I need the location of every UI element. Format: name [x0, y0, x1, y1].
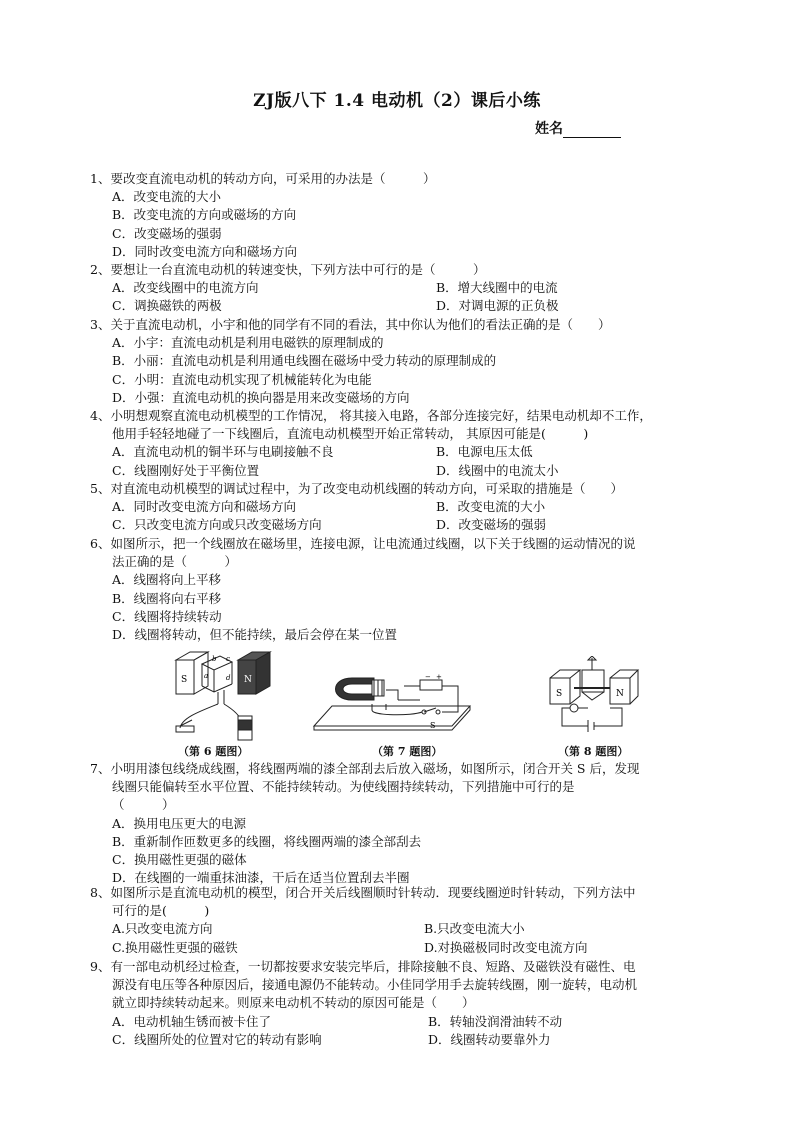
question-stem: 2、要想让一台直流电动机的转速变快，下列方法中可行的是（ ） — [90, 262, 486, 277]
figure-6-label-b: b — [212, 655, 217, 663]
question-stem-line-1: 7、小明用漆包线绕成线圈，将线圈两端的漆全部刮去后放入磁场，如图所示，闭合开关 S 后，发现 — [90, 761, 640, 776]
question-stem-line-3: 就立即持续转动起来。则原来电动机不转动的原因可能是（ ） — [112, 995, 475, 1011]
option-a: A．电动机轴生锈而被卡住了 — [112, 1013, 272, 1029]
figures-row — [0, 650, 794, 760]
question-stem-line-2: 他用手轻轻地碰了一下线圈后，直流电动机模型开始正常转动， 其原因可能是( ) — [112, 426, 589, 442]
question-stem-line-2: 源没有电压等各种原因后，接通电源仍不能转动。小佳同学用手去旋转线圈，刚一旋转，电动机 — [112, 977, 638, 993]
option-b: B．改变电流的大小 — [436, 499, 546, 515]
question-stem: 3、关于直流电动机，小宇和他的同学有不同的看法，其中你认为他们的看法正确的是（ ） — [90, 317, 611, 332]
figure-8-caption: （第 8 题图） — [558, 745, 629, 758]
figure-6-label-n: N — [244, 675, 252, 685]
figure-7-battery-minus: − — [425, 673, 431, 681]
figure-7-label-s: S — [430, 721, 436, 730]
option-a: A．直流电动机的铜半环与电刷接触不良 — [112, 444, 334, 460]
figure-8-motor-model — [548, 656, 640, 738]
figure-6-caption: （第 6 题图） — [178, 745, 249, 758]
figure-6-coil-in-magnet — [168, 650, 278, 742]
question-1 — [90, 170, 710, 261]
name-label: 姓名 — [535, 121, 563, 137]
figure-7-battery-plus: + — [436, 673, 442, 681]
option-d: D．改变磁场的强弱 — [436, 517, 547, 533]
question-stem-line-1: 9、有一部电动机经过检查，一切都按要求安装完毕后，排除接触不良、短路、及磁铁没有磁性、电 — [90, 959, 636, 974]
name-field — [535, 118, 621, 138]
option-a: A．改变线圈中的电流方向 — [112, 280, 259, 296]
option-b: B．增大线圈中的电流 — [436, 280, 558, 296]
option-d: D．线圈将转动，但不能持续，最后会停在某一位置 — [112, 627, 398, 643]
option-b: B．小丽：直流电动机是利用通电线圈在磁场中受力转动的原理制成的 — [112, 353, 497, 369]
figure-7-caption: （第 7 题图） — [372, 745, 443, 758]
question-stem-line-2: 可行的是( ) — [112, 903, 210, 919]
option-d: D．小强：直流电动机的换向器是用来改变磁场的方向 — [112, 389, 410, 405]
question-stem: 1、要改变直流电动机的转动方向，可采用的办法是（ ） — [90, 171, 436, 186]
option-c: C．小明：直流电动机实现了机械能转化为电能 — [112, 371, 372, 387]
option-d: D．在线圈的一端重抹油漆，干后在适当位置刮去半圈 — [112, 870, 410, 886]
question-3 — [90, 316, 710, 407]
question-stem-line-3: （ ） — [112, 797, 175, 813]
figure-6-label-a: a — [204, 672, 209, 680]
option-d: D．线圈转动要靠外力 — [428, 1031, 551, 1047]
question-5 — [90, 480, 710, 535]
option-a: A.只改变电流方向 — [112, 921, 213, 937]
question-8 — [90, 884, 710, 957]
figure-8-label-s: S — [556, 689, 563, 699]
question-stem-line-2: 法正确的是（ ） — [112, 554, 238, 570]
option-b: B．线圈将向右平移 — [112, 590, 222, 606]
question-stem-line-1: 4、小明想观察直流电动机模型的工作情况， 将其接入电路，各部分连接完好，结果电动机却不工作， — [90, 408, 652, 423]
option-c: C.换用磁性更强的磁铁 — [112, 939, 238, 955]
option-c: C．调换磁铁的两极 — [112, 298, 222, 314]
option-d: D.对换磁极同时改变电流方向 — [424, 939, 588, 955]
option-a: A．线圈将向上平移 — [112, 572, 222, 588]
option-a: A．换用电压更大的电源 — [112, 815, 247, 831]
option-c: C．线圈所处的位置对它的转动有影响 — [112, 1031, 322, 1047]
option-d: D．对调电源的正负极 — [436, 298, 559, 314]
figure-8-label-n: N — [616, 689, 624, 699]
option-c: C．改变磁场的强弱 — [112, 225, 222, 241]
option-b: B.只改变电流大小 — [424, 921, 525, 937]
figure-7-motor-circuit — [312, 670, 472, 742]
option-b: B．重新制作匝数更多的线圈，将线圈两端的漆全部刮去 — [112, 833, 422, 849]
option-a: A．同时改变电流方向和磁场方向 — [112, 499, 297, 515]
name-blank-line — [563, 123, 621, 138]
question-stem-line-2: 线圈只能偏转至水平位置、不能持续转动。为使线圈持续转动，下列措施中可行的是 — [112, 779, 575, 795]
option-c: C．只改变电流方向或只改变磁场方向 — [112, 517, 322, 533]
option-a: A．改变电流的大小 — [112, 189, 222, 205]
figure-6-label-c: c — [226, 655, 230, 663]
option-d: D．同时改变电流方向和磁场方向 — [112, 243, 298, 259]
question-6 — [90, 535, 710, 644]
question-2 — [90, 261, 710, 316]
option-b: B．电源电压太低 — [436, 444, 533, 460]
option-a: A．小宇：直流电动机是利用电磁铁的原理制成的 — [112, 335, 384, 351]
question-stem: 5、对直流电动机模型的调试过程中，为了改变电动机线圈的转动方向，可采取的措施是（ ） — [90, 481, 623, 496]
option-d: D．线圈中的电流太小 — [436, 462, 559, 478]
option-b: B．转轴没润滑油转不动 — [428, 1013, 563, 1029]
option-c: C．线圈刚好处于平衡位置 — [112, 462, 260, 478]
option-c: C．换用磁性更强的磁体 — [112, 852, 247, 868]
page-title: ZJ版八下 1.4 电动机（2）课后小练 — [253, 91, 541, 111]
option-c: C．线圈将持续转动 — [112, 608, 222, 624]
question-7 — [90, 760, 710, 887]
question-9 — [90, 958, 710, 1049]
option-b: B．改变电流的方向或磁场的方向 — [112, 207, 297, 223]
figure-6-label-s: S — [181, 675, 188, 685]
question-stem-line-1: 8、如图所示是直流电动机的模型，闭合开关后线圈顺时针转动．现要线圈逆时针转动，下列方法中 — [90, 885, 636, 900]
question-4 — [90, 407, 710, 480]
question-stem-line-1: 6、如图所示，把一个线圈放在磁场里，连接电源，让电流通过线圈，以下关于线圈的运动情况的说 — [90, 536, 636, 551]
figure-6-label-d: d — [226, 674, 231, 682]
